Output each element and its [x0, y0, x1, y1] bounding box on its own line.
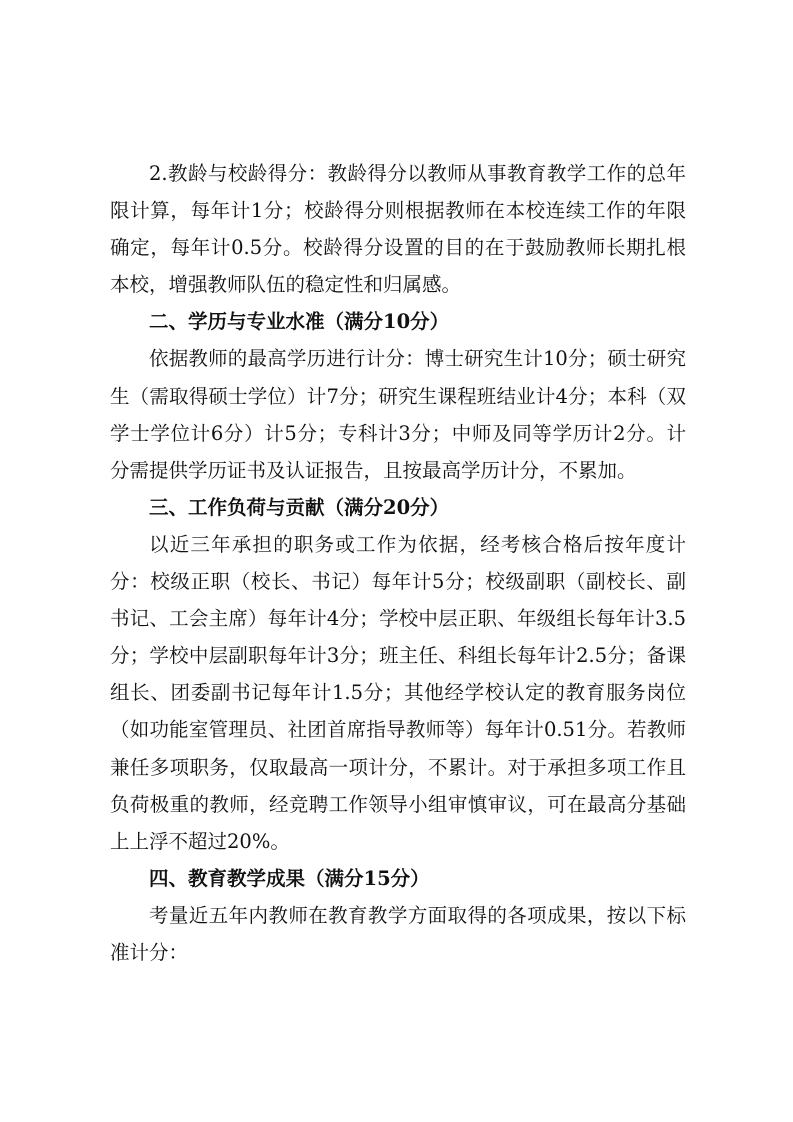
document-body	[110, 155, 686, 971]
paragraph-workload-scoring: 以近三年承担的职务或工作为依据，经考核合格后按年度计分：校级正职（校长、书记）每年计5分；校级副职（副校长、副书记、工会主席）每年计4分；学校中层正职、年级组长每年计3.5分；学校中层副职每年计3分；班主任、科组长每年计2.5分；备课组长、团委副书记每年计1.5分；其他经学校认定的教育服务岗位（如功能室管理员、社团首席指导教师等）每年计0.51分。若教师兼任多项职务，仅取最高一项计分，不累计。对于承担多项工作且负荷极重的教师，经竞聘工作领导小组审慎审议，可在最高分基础上上浮不超过20%。	[110, 532, 686, 853]
heading-workload-contribution: 三、工作负荷与贡献（满分20分）	[149, 495, 450, 519]
heading-education-level: 二、学历与专业水准（满分10分）	[149, 310, 450, 334]
heading-teaching-achievements: 四、教育教学成果（满分15分）	[149, 866, 430, 890]
paragraph-achievements-intro: 考量近五年内教师在教育教学方面取得的各项成果，按以下标准计分：	[110, 903, 686, 964]
paragraph-seniority-scoring: 2.教龄与校龄得分：教龄得分以教师从事教育教学工作的总年限计算，每年计1分；校龄得分则根据教师在本校连续工作的年限确定，每年计0.5分。校龄得分设置的目的在于鼓励教师长期扎根本校，增强教师队伍的稳定性和归属感。	[110, 162, 686, 297]
paragraph-education-scoring: 依据教师的最高学历进行计分：博士研究生计10分；硕士研究生（需取得硕士学位）计7分；研究生课程班结业计4分；本科（双学士学位计6分）计5分；专科计3分；中师及同等学历计2分。计分需提供学历证书及认证报告，且按最高学历计分，不累加。	[110, 347, 686, 482]
